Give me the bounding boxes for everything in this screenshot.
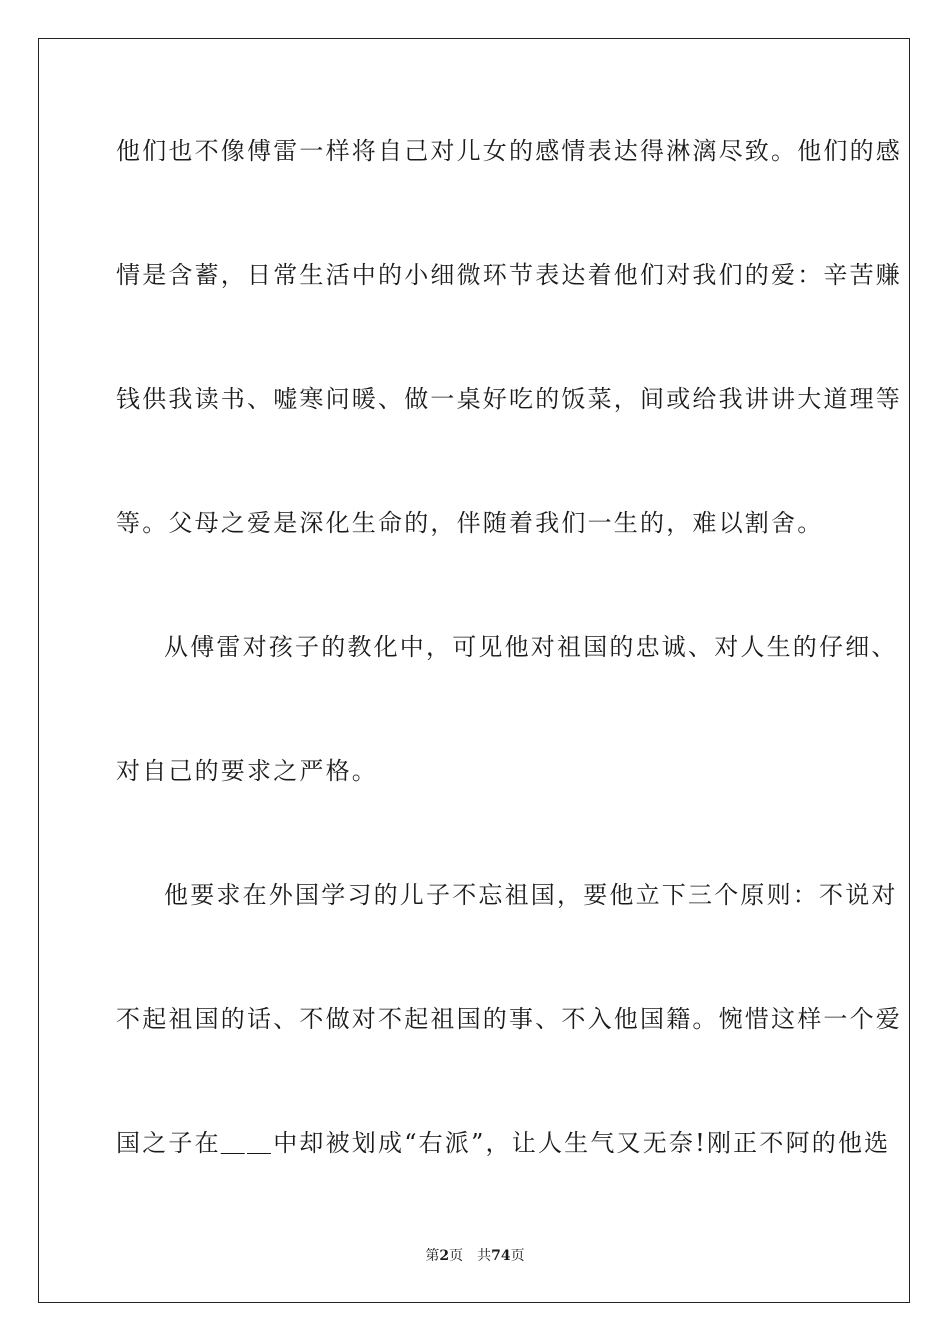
footer-page-prefix: 第 [425, 1248, 440, 1264]
body-line-1: 他们也不像傅雷一样将自己对儿女的感情表达得淋漓尽致。他们的感 [116, 137, 902, 165]
body-line-2: 情是含蓄，日常生活中的小细微环节表达着他们对我们的爱：辛苦赚 [116, 261, 902, 289]
footer-total-prefix: 共 [477, 1248, 492, 1264]
footer-total-pages: 74 [491, 1248, 511, 1264]
paragraph-start-line-7: 他要求在外国学习的儿子不忘祖国，要他立下三个原则：不说对 [164, 881, 898, 909]
body-line-8: 不起祖国的话、不做对不起祖国的事、不入他国籍。惋惜这样一个爱 [116, 1005, 902, 1033]
footer-page-suffix: 页 [449, 1248, 464, 1264]
body-line-3: 钱供我读书、嘘寒问暖、做一桌好吃的饭菜，间或给我讲讲大道理等 [116, 385, 902, 413]
page-footer [0, 1247, 950, 1265]
paragraph-start-line-5: 从傅雷对孩子的教化中，可见他对祖国的忠诚、对人生的仔细、 [164, 633, 898, 661]
body-line-6: 对自己的要求之严格。 [116, 757, 378, 785]
footer-total-suffix: 页 [510, 1248, 525, 1264]
body-line-4: 等。父母之爱是深化生命的，伴随着我们一生的，难以割舍。 [116, 509, 824, 537]
footer-page-number: 2 [439, 1248, 450, 1264]
page-frame [38, 38, 910, 1303]
body-line-9: 国之子在＿＿中却被划成“右派”，让人生气又无奈!刚正不阿的他选 [116, 1129, 891, 1157]
